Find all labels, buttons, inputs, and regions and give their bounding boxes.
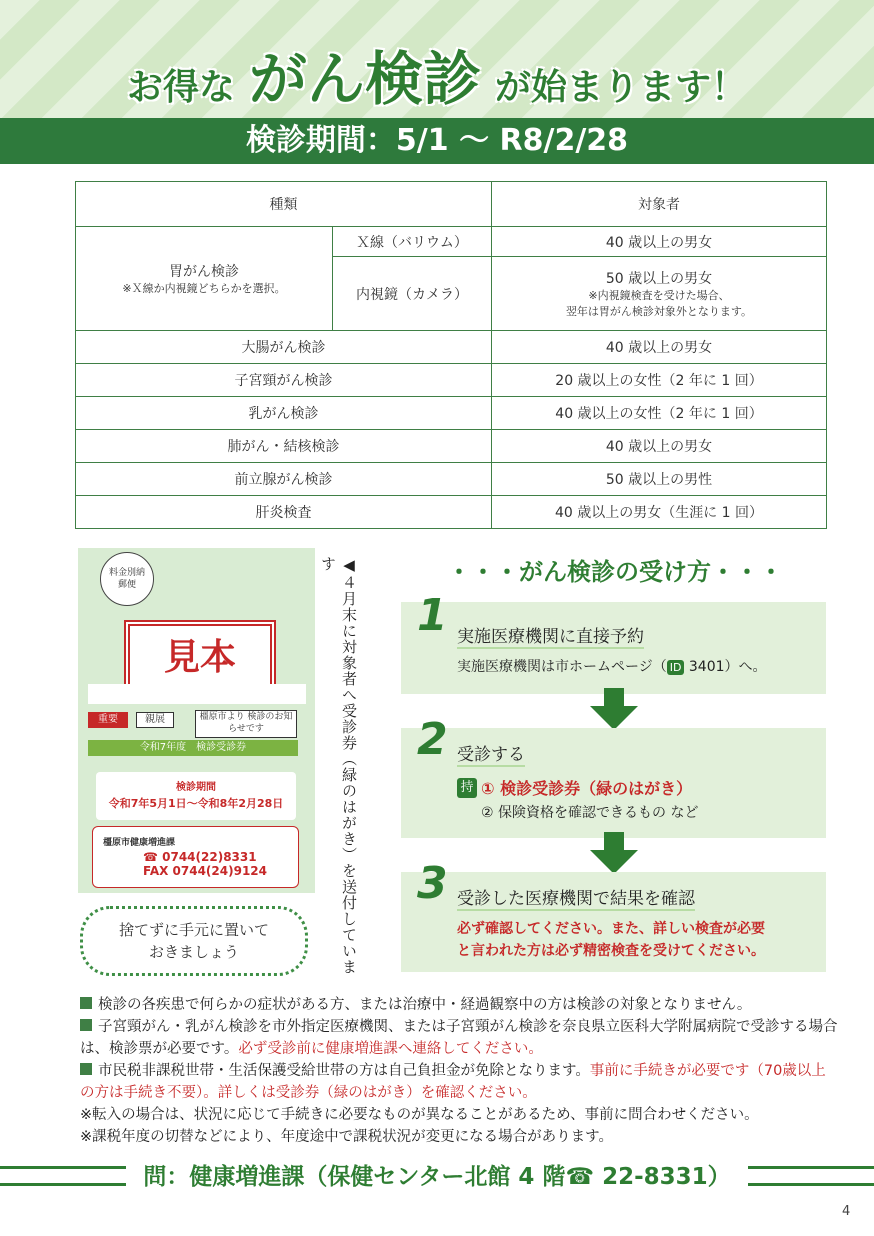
table-row-name: 前立腺がん検診 xyxy=(76,463,492,496)
id-badge: ID xyxy=(667,660,685,675)
step-1-title: 実施医療機関に直接予約 xyxy=(457,622,644,649)
address-blank xyxy=(88,684,306,704)
stomach-name: 胃がん検診 xyxy=(169,263,239,280)
step-2-item-2: ② 保険資格を確認できるもの など xyxy=(481,805,699,821)
step-2-item-1: ① 検診受診券（緑のはがき） xyxy=(481,779,693,798)
note-1 xyxy=(80,994,840,1016)
sample-mark: 見本 xyxy=(124,620,276,696)
table-header-type: 種類 xyxy=(76,182,492,227)
table-row-target: 40 歳以上の男女（生涯に 1 回） xyxy=(492,496,827,529)
title-main: がん検診 xyxy=(248,45,481,113)
stomach-xray: Ｘ線（バリウム） xyxy=(333,227,492,257)
bullet-square-icon xyxy=(80,1019,92,1031)
note-5: ※課税年度の切替などにより、年度途中で課税状況が変更になる場合があります。 xyxy=(80,1129,613,1145)
note-3-text: 市民税非課税世帯・生活保護受給世帯の方は自己負担金が免除となります。 xyxy=(98,1063,590,1079)
stomach-xray-target: 40 歳以上の男女 xyxy=(492,227,827,257)
stomach-endo: 内視鏡（カメラ） xyxy=(333,257,492,331)
contact-box xyxy=(92,826,299,888)
postage-stamp xyxy=(100,552,154,606)
note-3-warning: 事前に手続きが必要です（70歳以上の方は手続き不要）。詳しくは受診券（緑のはがき）を確認ください。 xyxy=(80,1063,826,1101)
step-2-number: 2 xyxy=(417,714,448,765)
table-row-target: 40 歳以上の女性（2 年に 1 回） xyxy=(492,397,827,430)
period-value: 令和7年5月1日〜令和8年2月28日 xyxy=(108,797,284,810)
table-row-target: 50 歳以上の男性 xyxy=(492,463,827,496)
stomach-endo-note2: 翌年は胃がん検診対象外となります。 xyxy=(565,304,753,318)
step-1 xyxy=(401,590,826,694)
step-1-number: 1 xyxy=(417,590,448,641)
step-3-text-2: と言われた方は必ず精密検査を受けてください。 xyxy=(457,943,765,959)
important-tag: 重要 xyxy=(88,712,128,728)
note-3 xyxy=(80,1060,840,1104)
down-arrow-icon xyxy=(590,850,638,874)
table-row-target: 20 歳以上の女性（2 年に 1 回） xyxy=(492,364,827,397)
title-suffix: が始まります！ xyxy=(495,67,748,108)
bullet-square-icon xyxy=(80,997,92,1009)
table-row-name: 乳がん検診 xyxy=(76,397,492,430)
arrow-stem-2 xyxy=(604,832,624,850)
step-2-title: 受診する xyxy=(457,740,525,767)
personal-tag: 親展 xyxy=(136,712,174,728)
notice-box: 橿原市より 検診のお知らせです xyxy=(195,710,297,738)
step-3 xyxy=(401,858,826,972)
step-3-title: 受診した医療機関で結果を確認 xyxy=(457,884,695,911)
contact-info: 問：健康増進課（保健センター北館 4 階☎ 22-8331） xyxy=(143,1164,731,1190)
ticket-title: 令和7年度 検診受診券 xyxy=(88,740,298,756)
bubble-text: 捨てずに手元に置いておきましょう xyxy=(119,921,270,961)
arrow-stem-1 xyxy=(604,688,624,706)
note-4: ※転入の場合は、状況に応じて手続きに必要なものが異なることがあるため、事前に問合わせください。 xyxy=(80,1107,759,1123)
contact-tel: ☎ 0744(22)8331 xyxy=(143,850,257,864)
step-3-number: 3 xyxy=(417,858,448,909)
table-row-target: 40 歳以上の男女 xyxy=(492,331,827,364)
notes-list xyxy=(80,994,840,1148)
how-title: ・・・がん検診の受け方・・・ xyxy=(447,558,783,586)
table-row-name: 肺がん・結核検診 xyxy=(76,430,492,463)
stamp-text: 料金別納 郵便 xyxy=(108,568,145,590)
table-row-name: 肝炎検査 xyxy=(76,496,492,529)
bullet-square-icon xyxy=(80,1063,92,1075)
table-header-target: 対象者 xyxy=(492,182,827,227)
exam-table xyxy=(75,181,827,529)
note-1-text: 検診の各疾患で何らかの症状がある方、または治療中・経過観察中の方は検診の対象となりません。 xyxy=(98,997,752,1013)
period-label: 検診期間 xyxy=(176,782,216,793)
step-3-text-1: 必ず確認してください。また、詳しい検査が必要 xyxy=(457,921,765,937)
title-prefix: お得な xyxy=(126,67,235,108)
page-number: 4 xyxy=(842,1204,851,1219)
step-1-text-post: 3401）へ。 xyxy=(684,659,767,675)
note-2-text: 子宮頸がん・乳がん検診を市外指定医療機関、または子宮頸がん検診を奈良県立医科大学附属病院で受診する場合は、検診票が必要です。 xyxy=(80,1019,838,1057)
bring-badge: 持 xyxy=(457,778,477,798)
period-box xyxy=(96,772,296,820)
exam-period-banner: 検診期間：5/1 〜 R8/2/28 xyxy=(0,118,874,164)
note-2 xyxy=(80,1016,840,1060)
stomach-endo-target: 50 歳以上の男女 xyxy=(605,270,713,287)
step-2 xyxy=(401,714,826,838)
step-1-text-pre: 実施医療機関は市ホームページ（ xyxy=(457,659,667,675)
page-title xyxy=(0,32,874,116)
stomach-endo-note1: ※内視鏡検査を受けた場合、 xyxy=(588,288,730,302)
table-row-name: 大腸がん検診 xyxy=(76,331,492,364)
step-1-text xyxy=(457,656,767,676)
table-row-name: 子宮頸がん検診 xyxy=(76,364,492,397)
keep-note-bubble xyxy=(80,906,308,976)
note-2-warning: 必ず受診前に健康増進課へ連絡してください。 xyxy=(238,1041,543,1057)
contact-fax: FAX 0744(24)9124 xyxy=(143,864,268,878)
stomach-endo-target-cell xyxy=(492,257,827,331)
contact-org: 橿原市健康増進課 xyxy=(103,838,176,848)
table-row-target: 40 歳以上の男女 xyxy=(492,430,827,463)
mailing-note: ◀４月末に対象者へ受診券（緑のはがき）を送付しています xyxy=(319,556,358,975)
stomach-cell xyxy=(76,227,333,331)
down-arrow-icon xyxy=(590,706,638,730)
stomach-note: ※Ｘ線か内視鏡どちらかを選択。 xyxy=(122,281,286,295)
